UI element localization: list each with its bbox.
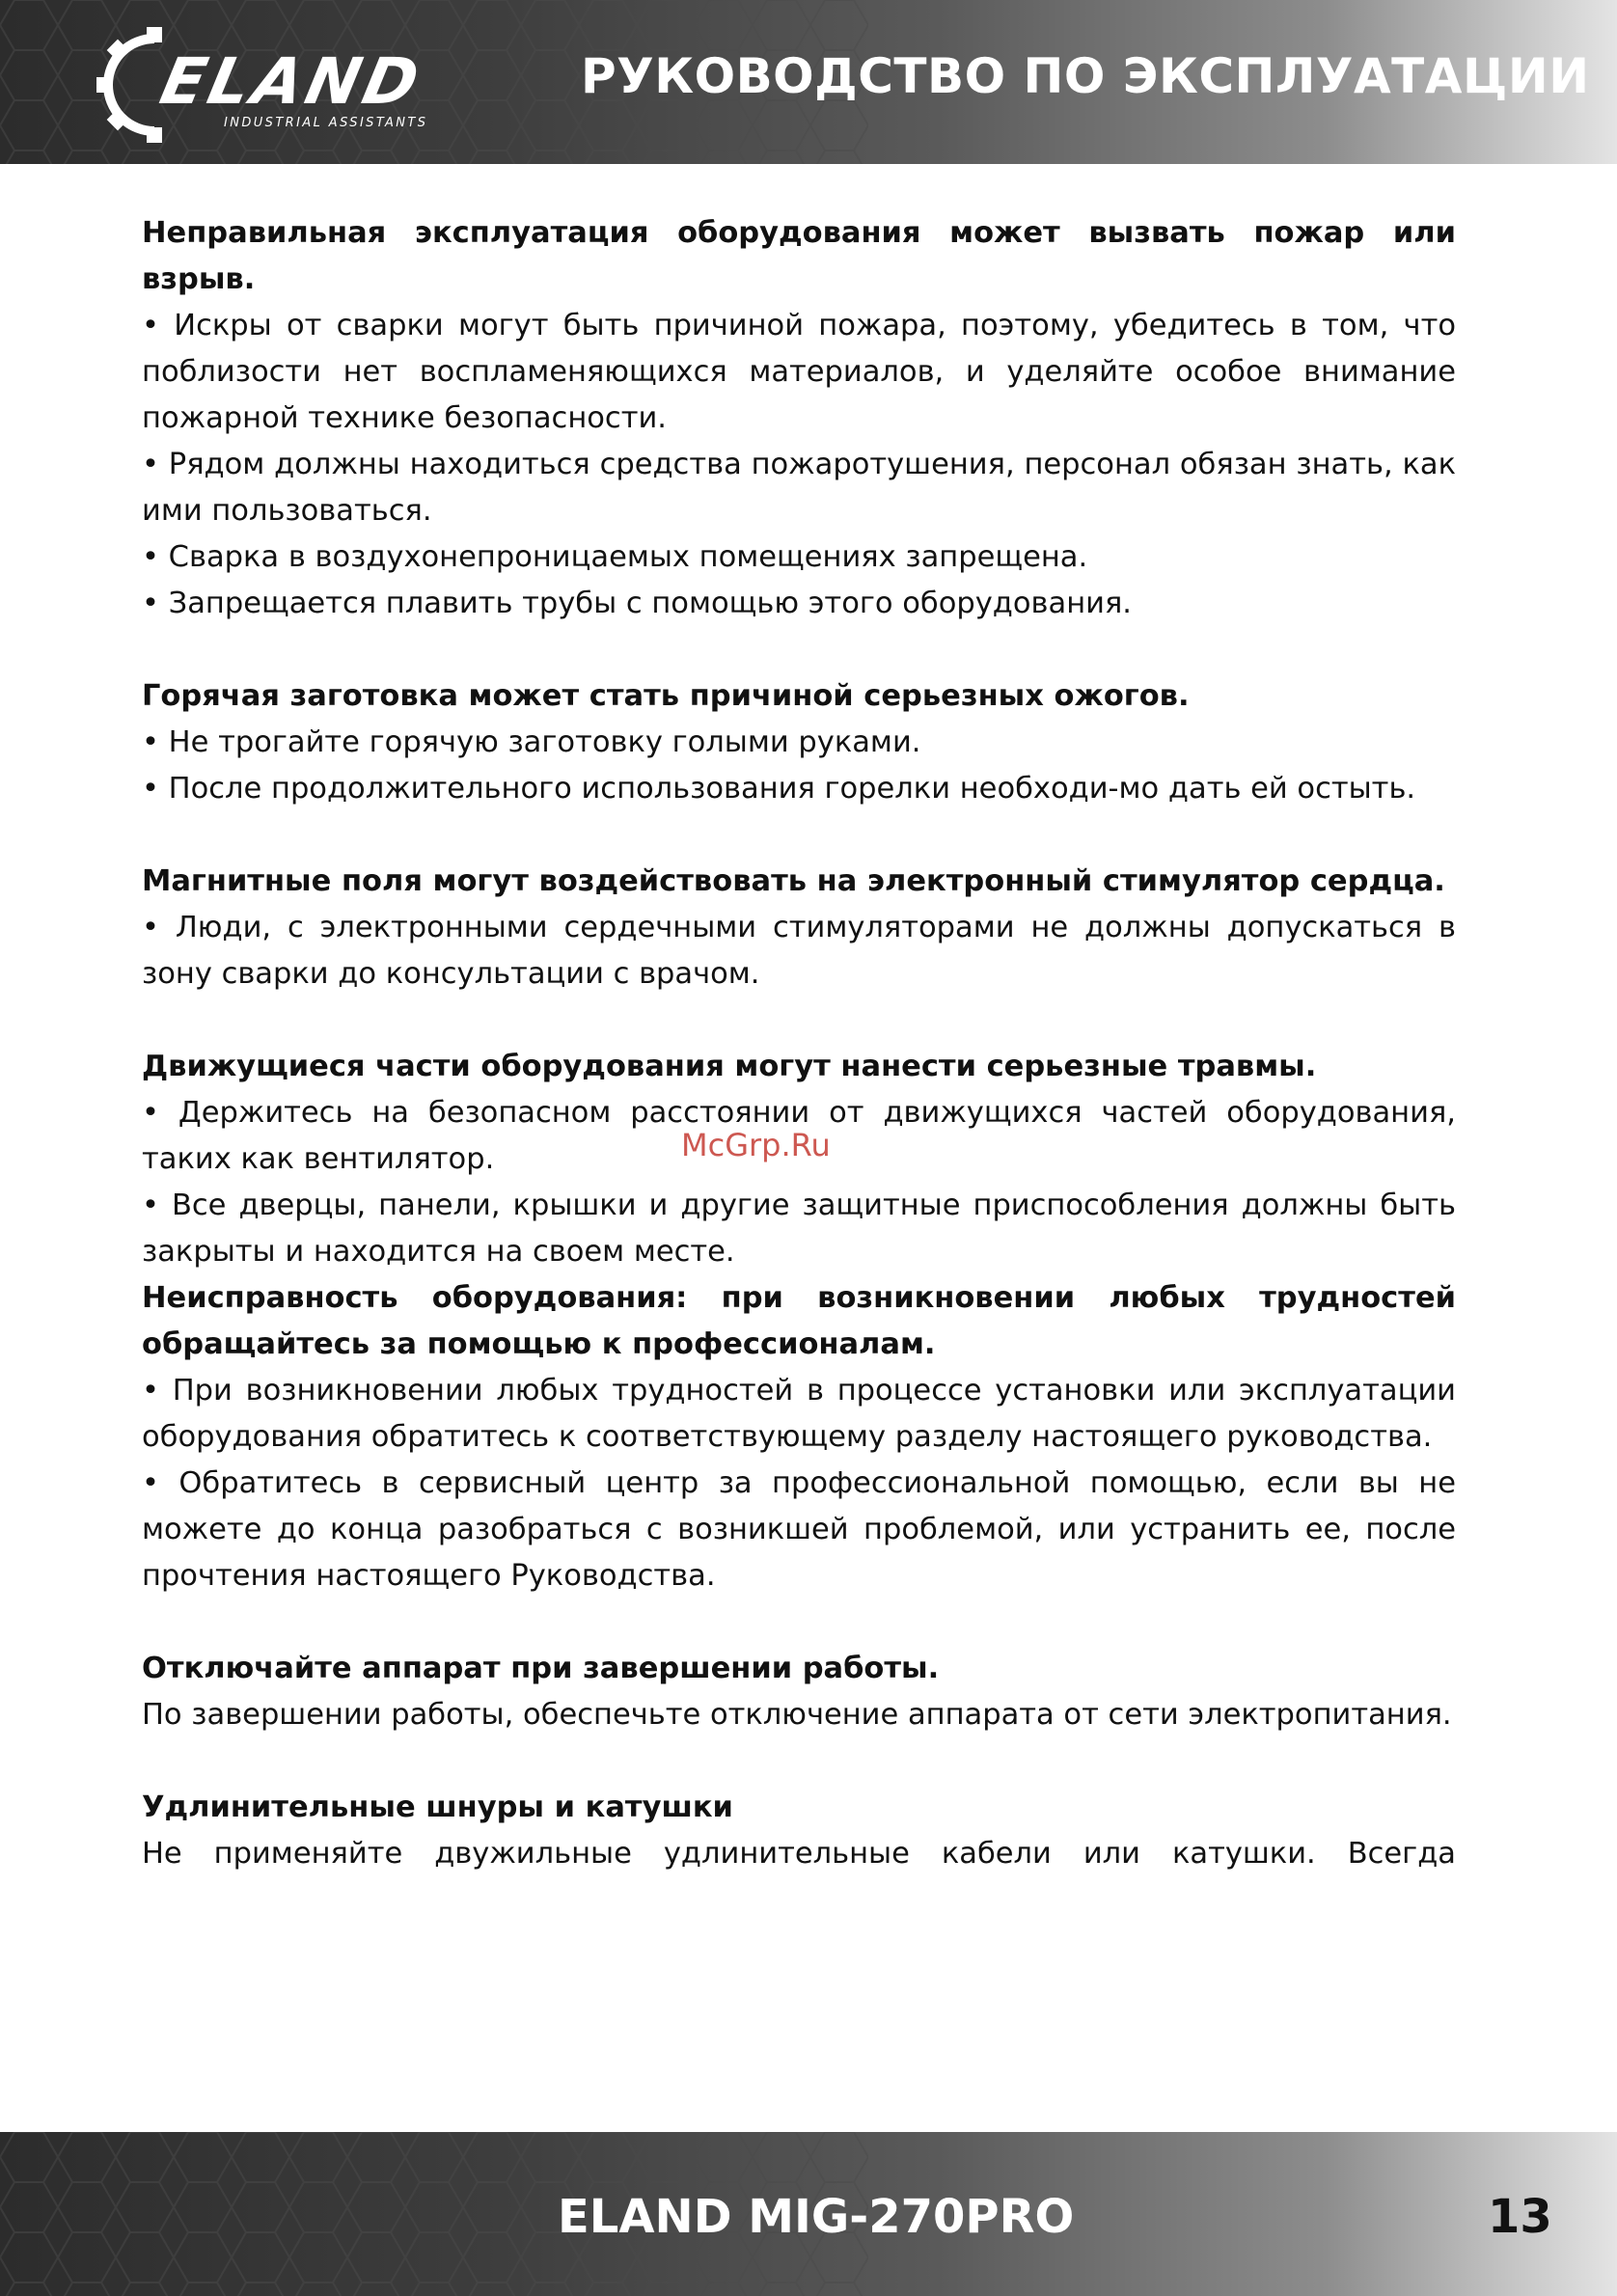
page-footer	[0, 2132, 1617, 2296]
section-heading: Удлинительные шнуры и катушки	[142, 1790, 733, 1824]
section-heading: Горячая заготовка может стать причиной серьезных ожогов.	[142, 679, 1190, 713]
bullet-item: • Все дверцы, панели, крышки и другие защитные приспособления должны быть закрыты и находится на своем месте.	[142, 1189, 1456, 1269]
bullet-item: • Рядом должны находиться средства пожаротушения, персонал обязан знать, как ими пользоваться.	[142, 448, 1456, 528]
bullet-item: • Запрещается плавить трубы с помощью этого оборудования.	[142, 587, 1132, 620]
page-header	[0, 0, 1617, 164]
page-title: РУКОВОДСТВО ПО ЭКСПЛУАТАЦИИ	[581, 48, 1590, 104]
bullet-item: • Не трогайте горячую заготовку голыми руками.	[142, 725, 921, 759]
section-heading: Отключайте аппарат при завершении работы.	[142, 1652, 940, 1685]
section-heading: Магнитные поля могут воздействовать на электронный стимулятор сердца.	[142, 864, 1445, 898]
paragraph: По завершении работы, обеспечьте отключение аппарата от сети электропитания.	[142, 1698, 1452, 1732]
eland-logo	[96, 27, 511, 143]
bullet-item: • После продолжительного использования горелки необходи-мо дать ей остыть.	[142, 772, 1416, 806]
logo-text: ELAND	[153, 44, 429, 119]
bullet-item: • Искры от сварки могут быть причиной пожара, поэтому, убедитесь в том, что поблизости нет воспламеняющихся материалов, и уделяйте особое внимание пожарной технике безопасности.	[142, 309, 1456, 435]
section-heading: Движущиеся части оборудования могут нанести серьезные травмы.	[142, 1050, 1317, 1083]
section-fire-hazard	[142, 210, 1456, 627]
document-body	[142, 210, 1456, 1877]
watermark: McGrp.Ru	[681, 1127, 831, 1163]
bullet-item: • Сварка в воздухонепроницаемых помещениях запрещена.	[142, 540, 1088, 574]
bullet-item: • Обратитесь в сервисный центр за профессиональной помощью, если вы не можете до конца разобраться с возникшей проблемой, или устранить ее, после прочтения настоящего Руководства.	[142, 1466, 1456, 1593]
paragraph: Не применяйте двужильные удлинительные кабели или катушки. Всегда	[142, 1837, 1456, 1871]
bullet-item: • Люди, с электронными сердечными стимуляторами не должны допускаться в зону сварки до консультации с врачом.	[142, 911, 1456, 991]
section-power-off	[142, 1646, 1456, 1738]
bullet-item: • Держитесь на безопасном расстоянии от движущихся частей оборудования, таких как вентилятор.	[142, 1096, 1456, 1176]
bullet-item: • При возникновении любых трудностей в процессе установки или эксплуатации оборудования обратитесь к соответствующему разделу настоящего руководства.	[142, 1374, 1456, 1454]
section-extension-cords	[142, 1785, 1456, 1877]
section-heading: Неисправность оборудования: при возникновении любых трудностей обращайтесь за помощью к профессионалам.	[142, 1281, 1456, 1361]
section-heading: Неправильная эксплуатация оборудования может вызвать пожар или взрыв.	[142, 216, 1456, 296]
logo-subtitle: INDUSTRIAL ASSISTANTS	[224, 116, 428, 130]
section-hot-workpiece	[142, 673, 1456, 812]
section-magnetic-fields	[142, 859, 1456, 998]
model-name: ELAND MIG-270PRO	[558, 2190, 1075, 2244]
section-malfunction	[142, 1275, 1456, 1599]
page-number: 13	[1488, 2190, 1552, 2244]
